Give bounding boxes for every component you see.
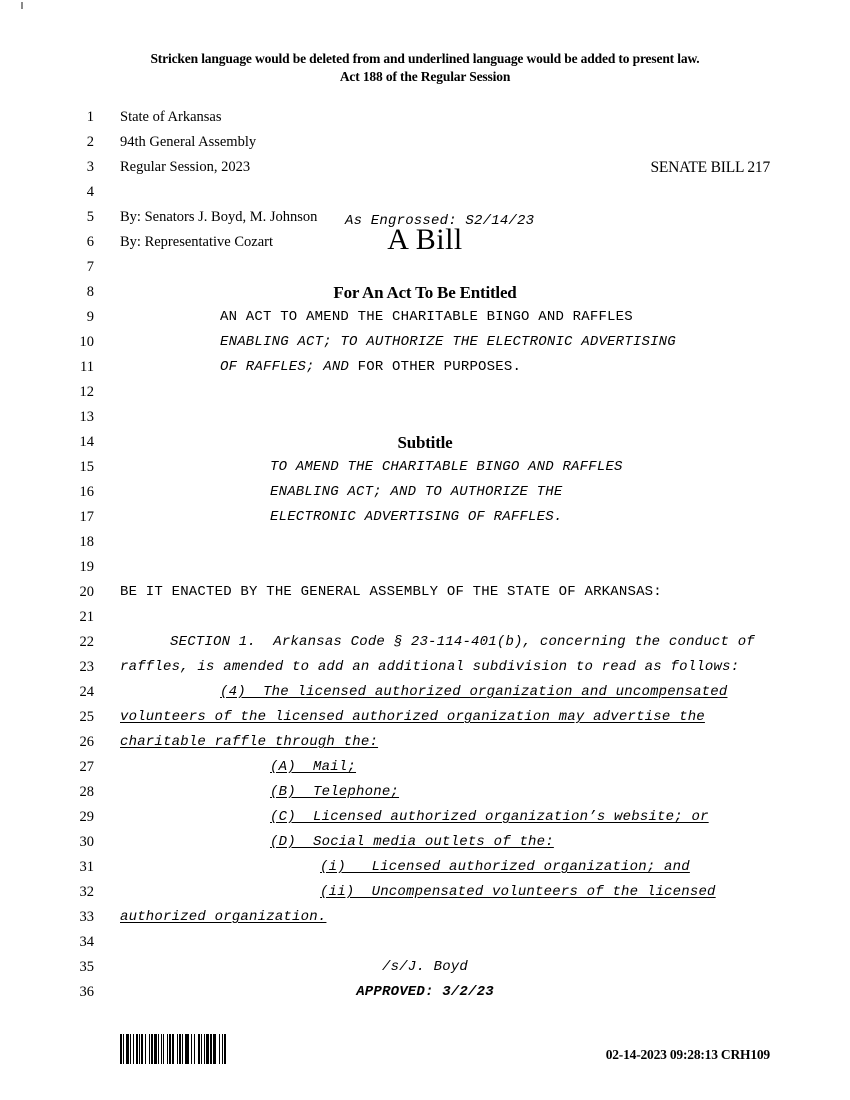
line-number: 33	[79, 909, 94, 925]
line-number: 17	[79, 509, 94, 525]
bill-line	[0, 805, 850, 830]
header-notice-line-1: Stricken language would be deleted from and underlined language would be added to present law.	[150, 51, 700, 66]
line-text: State of Arkansas	[120, 109, 222, 125]
added-language-text: (A) Mail;	[270, 759, 357, 775]
added-language-text: charitable raffle through the:	[120, 734, 379, 750]
line-number: 23	[79, 659, 94, 675]
line-number: 35	[79, 959, 94, 975]
line-number: 18	[79, 534, 94, 550]
line-number: 34	[79, 934, 94, 950]
page-title: A Bill	[387, 223, 463, 256]
bill-line	[0, 355, 850, 380]
numbered-line-list	[0, 105, 850, 1005]
bill-line	[0, 755, 850, 780]
added-language-line	[120, 905, 820, 930]
subtitle-text-line: ELECTRONIC ADVERTISING OF RAFFLES.	[270, 509, 563, 525]
bill-line	[0, 955, 850, 980]
line-number: 15	[79, 459, 94, 475]
line-number: 19	[79, 559, 94, 575]
line-number: 3	[86, 159, 94, 175]
subtitle-text-line: ENABLING ACT; AND TO AUTHORIZE THE	[270, 484, 563, 500]
added-language-line	[120, 880, 850, 905]
bill-line	[0, 305, 850, 330]
line-number: 5	[86, 209, 94, 225]
sponsor-senators: By: Senators J. Boyd, M. Johnson	[120, 209, 318, 225]
line-text: Regular Session, 2023	[120, 159, 251, 175]
title-text-line: AN ACT TO AMEND THE CHARITABLE BINGO AND RAFFLES	[220, 309, 633, 325]
line-number: 6	[86, 234, 94, 250]
line-number: 16	[79, 484, 94, 500]
line-number: 28	[79, 784, 94, 800]
added-language-text: authorized organization.	[120, 909, 327, 925]
signature-line: /s/J. Boyd	[381, 959, 468, 975]
line-number: 30	[79, 834, 94, 850]
header-notice-line-2: Act 188 of the Regular Session	[339, 69, 511, 84]
line-number: 22	[79, 634, 94, 650]
bill-line	[0, 730, 850, 755]
bill-line	[0, 230, 850, 255]
added-language-line	[120, 830, 850, 855]
bill-line	[0, 605, 850, 630]
bill-line	[0, 180, 850, 205]
line-number: 9	[86, 309, 94, 325]
added-language-text: (D) Social media outlets of the:	[270, 834, 554, 850]
added-language-line	[120, 755, 850, 780]
bill-line	[0, 505, 850, 530]
line-number: 13	[79, 409, 94, 425]
barcode	[120, 1034, 228, 1064]
bill-line	[0, 680, 850, 705]
line-number: 21	[79, 609, 94, 625]
bill-line	[0, 630, 850, 655]
bill-line	[0, 880, 850, 905]
bill-line	[0, 330, 850, 355]
line-number: 26	[79, 734, 94, 750]
line-number: 2	[86, 134, 94, 150]
bill-line	[0, 255, 850, 280]
added-language-text: (C) Licensed authorized organization’s website; or	[270, 809, 709, 825]
bill-line	[0, 205, 850, 230]
bill-line	[0, 455, 850, 480]
enacting-clause: BE IT ENACTED BY THE GENERAL ASSEMBLY OF THE STATE OF ARKANSAS:	[120, 584, 662, 600]
bill-line	[0, 855, 850, 880]
line-number: 14	[79, 434, 94, 450]
bill-line	[0, 905, 850, 930]
bill-line	[0, 555, 850, 580]
bill-line	[0, 130, 850, 155]
engrossed-stamp: As Engrossed: S2/14/23	[345, 213, 535, 229]
added-language-text: volunteers of the licensed authorized organization may advertise the	[120, 709, 705, 725]
line-number: 11	[80, 359, 94, 375]
sponsor-representative: By: Representative Cozart	[120, 234, 274, 250]
bill-line	[0, 430, 850, 455]
approved-stamp: APPROVED: 3/2/23	[356, 984, 494, 1000]
bill-line	[0, 380, 850, 405]
bill-line	[0, 930, 850, 955]
section-1-text: raffles, is amended to add an additional subdivision to read as follows:	[120, 659, 740, 675]
line-number: 12	[79, 384, 94, 400]
line-number: 10	[79, 334, 94, 350]
line-number: 27	[79, 759, 94, 775]
added-language-text: (4) The licensed authorized organization and uncompensated	[220, 684, 728, 700]
added-language-text: (ii) Uncompensated volunteers of the licensed	[320, 884, 716, 900]
bill-number: SENATE BILL 217	[650, 159, 770, 176]
line-number: 8	[86, 284, 94, 300]
bill-line	[0, 780, 850, 805]
added-language-text: (i) Licensed authorized organization; and	[320, 859, 690, 875]
added-language-line	[120, 705, 820, 730]
title-text-line: ENABLING ACT; TO AUTHORIZE THE ELECTRONIC ADVERTISING	[220, 334, 676, 350]
section-1-text: SECTION 1. Arkansas Code § 23-114-401(b), concerning the conduct of	[170, 634, 755, 650]
added-language-line	[120, 805, 850, 830]
bill-line	[0, 705, 850, 730]
bill-line	[0, 980, 850, 1005]
bill-line	[0, 830, 850, 855]
scan-artifact	[21, 2, 23, 9]
line-number: 1	[86, 109, 94, 125]
line-number: 31	[79, 859, 94, 875]
line-number: 20	[79, 584, 94, 600]
barcode-bar	[226, 1034, 228, 1064]
added-language-line	[120, 855, 850, 880]
added-language-text: (B) Telephone;	[270, 784, 400, 800]
line-number: 24	[79, 684, 94, 700]
line-number: 25	[79, 709, 94, 725]
added-language-line	[120, 730, 820, 755]
subtitle-text-line: TO AMEND THE CHARITABLE BINGO AND RAFFLES	[270, 459, 623, 475]
line-number: 32	[79, 884, 94, 900]
title-italic-fragment: OF RAFFLES; AND	[220, 359, 358, 375]
subtitle-heading: Subtitle	[397, 433, 453, 452]
line-text: 94th General Assembly	[120, 134, 257, 150]
added-language-line	[120, 780, 850, 805]
line-number: 36	[79, 984, 94, 1000]
line-number: 7	[86, 259, 94, 275]
added-language-line	[120, 680, 850, 705]
header-notice	[0, 50, 850, 86]
entitled-heading: For An Act To Be Entitled	[333, 283, 517, 302]
bill-line	[0, 155, 850, 180]
bill-line	[0, 480, 850, 505]
bill-line	[0, 280, 850, 305]
title-text-line	[120, 355, 850, 380]
bill-line	[0, 405, 850, 430]
bill-line	[0, 530, 850, 555]
line-number: 4	[86, 184, 94, 200]
footer-timestamp: 02-14-2023 09:28:13 CRH109	[605, 1047, 770, 1062]
bill-line	[0, 580, 850, 605]
bill-line	[0, 655, 850, 680]
title-plain-fragment: FOR OTHER PURPOSES.	[357, 359, 522, 375]
line-number: 29	[79, 809, 94, 825]
